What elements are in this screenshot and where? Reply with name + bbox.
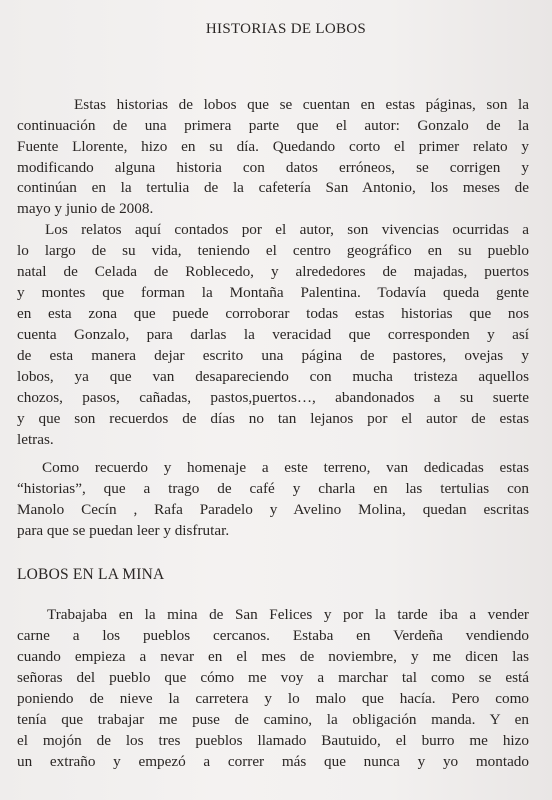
text-line: el mojón de los tres pueblos llamado Bautuido, el burro me hizo (17, 732, 529, 749)
text-line: cuenta Gonzalo, para darlas la veracidad que corresponden y así (17, 326, 529, 343)
text-line: Fuente Llorente, hizo en su día. Quedando corto el primer relato y (17, 138, 529, 155)
text-line: “historias”, que a trago de café y charla en las tertulias con (17, 480, 529, 497)
text-line: tenía que trabajar me puse de camino, la obligación manda. Y en (17, 711, 529, 728)
text-line: cuando empieza a nevar en el mes de noviembre, y me dicen las (17, 648, 529, 665)
text-line: continuación de una primera parte que el autor: Gonzalo de la (17, 117, 529, 134)
text-line: en esta zona que puede corroborar todas estas historias que nos (17, 305, 529, 322)
text-line: de esta manera dejar escrito una página de pastores, ovejas y (17, 347, 529, 364)
text-line: letras. (17, 431, 54, 448)
text-line: poniendo de nieve la carretera y lo malo que hacía. Pero como (17, 690, 529, 707)
text-line: lo largo de su vida, teniendo el centro geográfico en su pueblo (17, 242, 529, 259)
text-line: modificando alguna historia con datos erróneos, se corrigen y (17, 159, 529, 176)
text-line: lobos, ya que van desapareciendo con mucha tristeza aquellos (17, 368, 529, 385)
text-line: chozos, pasos, cañadas, pastos,puertos…, abandonados a su suerte (17, 389, 529, 406)
document-title: HISTORIAS DE LOBOS (205, 21, 367, 37)
text-line: y que son recuerdos de días no tan lejanos por el autor de estas (17, 410, 529, 427)
text-line: Trabajaba en la mina de San Felices y por la tarde iba a vender (47, 606, 529, 623)
text-line: mayo y junio de 2008. (17, 200, 154, 217)
text-line: señoras del pueblo que cómo me voy a marchar tal como se está (17, 669, 529, 686)
text-line: natal de Celada de Roblecedo, y alrededores de majadas, puertos (17, 263, 529, 280)
text-line: un extraño y empezó a correr más que nunca y yo montado (17, 753, 529, 770)
section-heading: LOBOS EN LA MINA (17, 566, 165, 583)
text-line: continúan en la tertulia de la cafetería San Antonio, los meses de (17, 179, 529, 196)
text-line: Manolo Cecín , Rafa Paradelo y Avelino Molina, quedan escritas (17, 501, 529, 518)
text-line: Como recuerdo y homenaje a este terreno, van dedicadas estas (42, 459, 529, 476)
text-line: Los relatos aquí contados por el autor, son vivencias ocurridas a (45, 221, 529, 238)
text-line: carne a los pueblos cercanos. Estaba en Verdeña vendiendo (17, 627, 529, 644)
text-line: Estas historias de lobos que se cuentan en estas páginas, son la (74, 96, 529, 113)
text-line: y montes que forman la Montaña Palentina. Todavía queda gente (17, 284, 529, 301)
text-line: para que se puedan leer y disfrutar. (17, 522, 230, 539)
